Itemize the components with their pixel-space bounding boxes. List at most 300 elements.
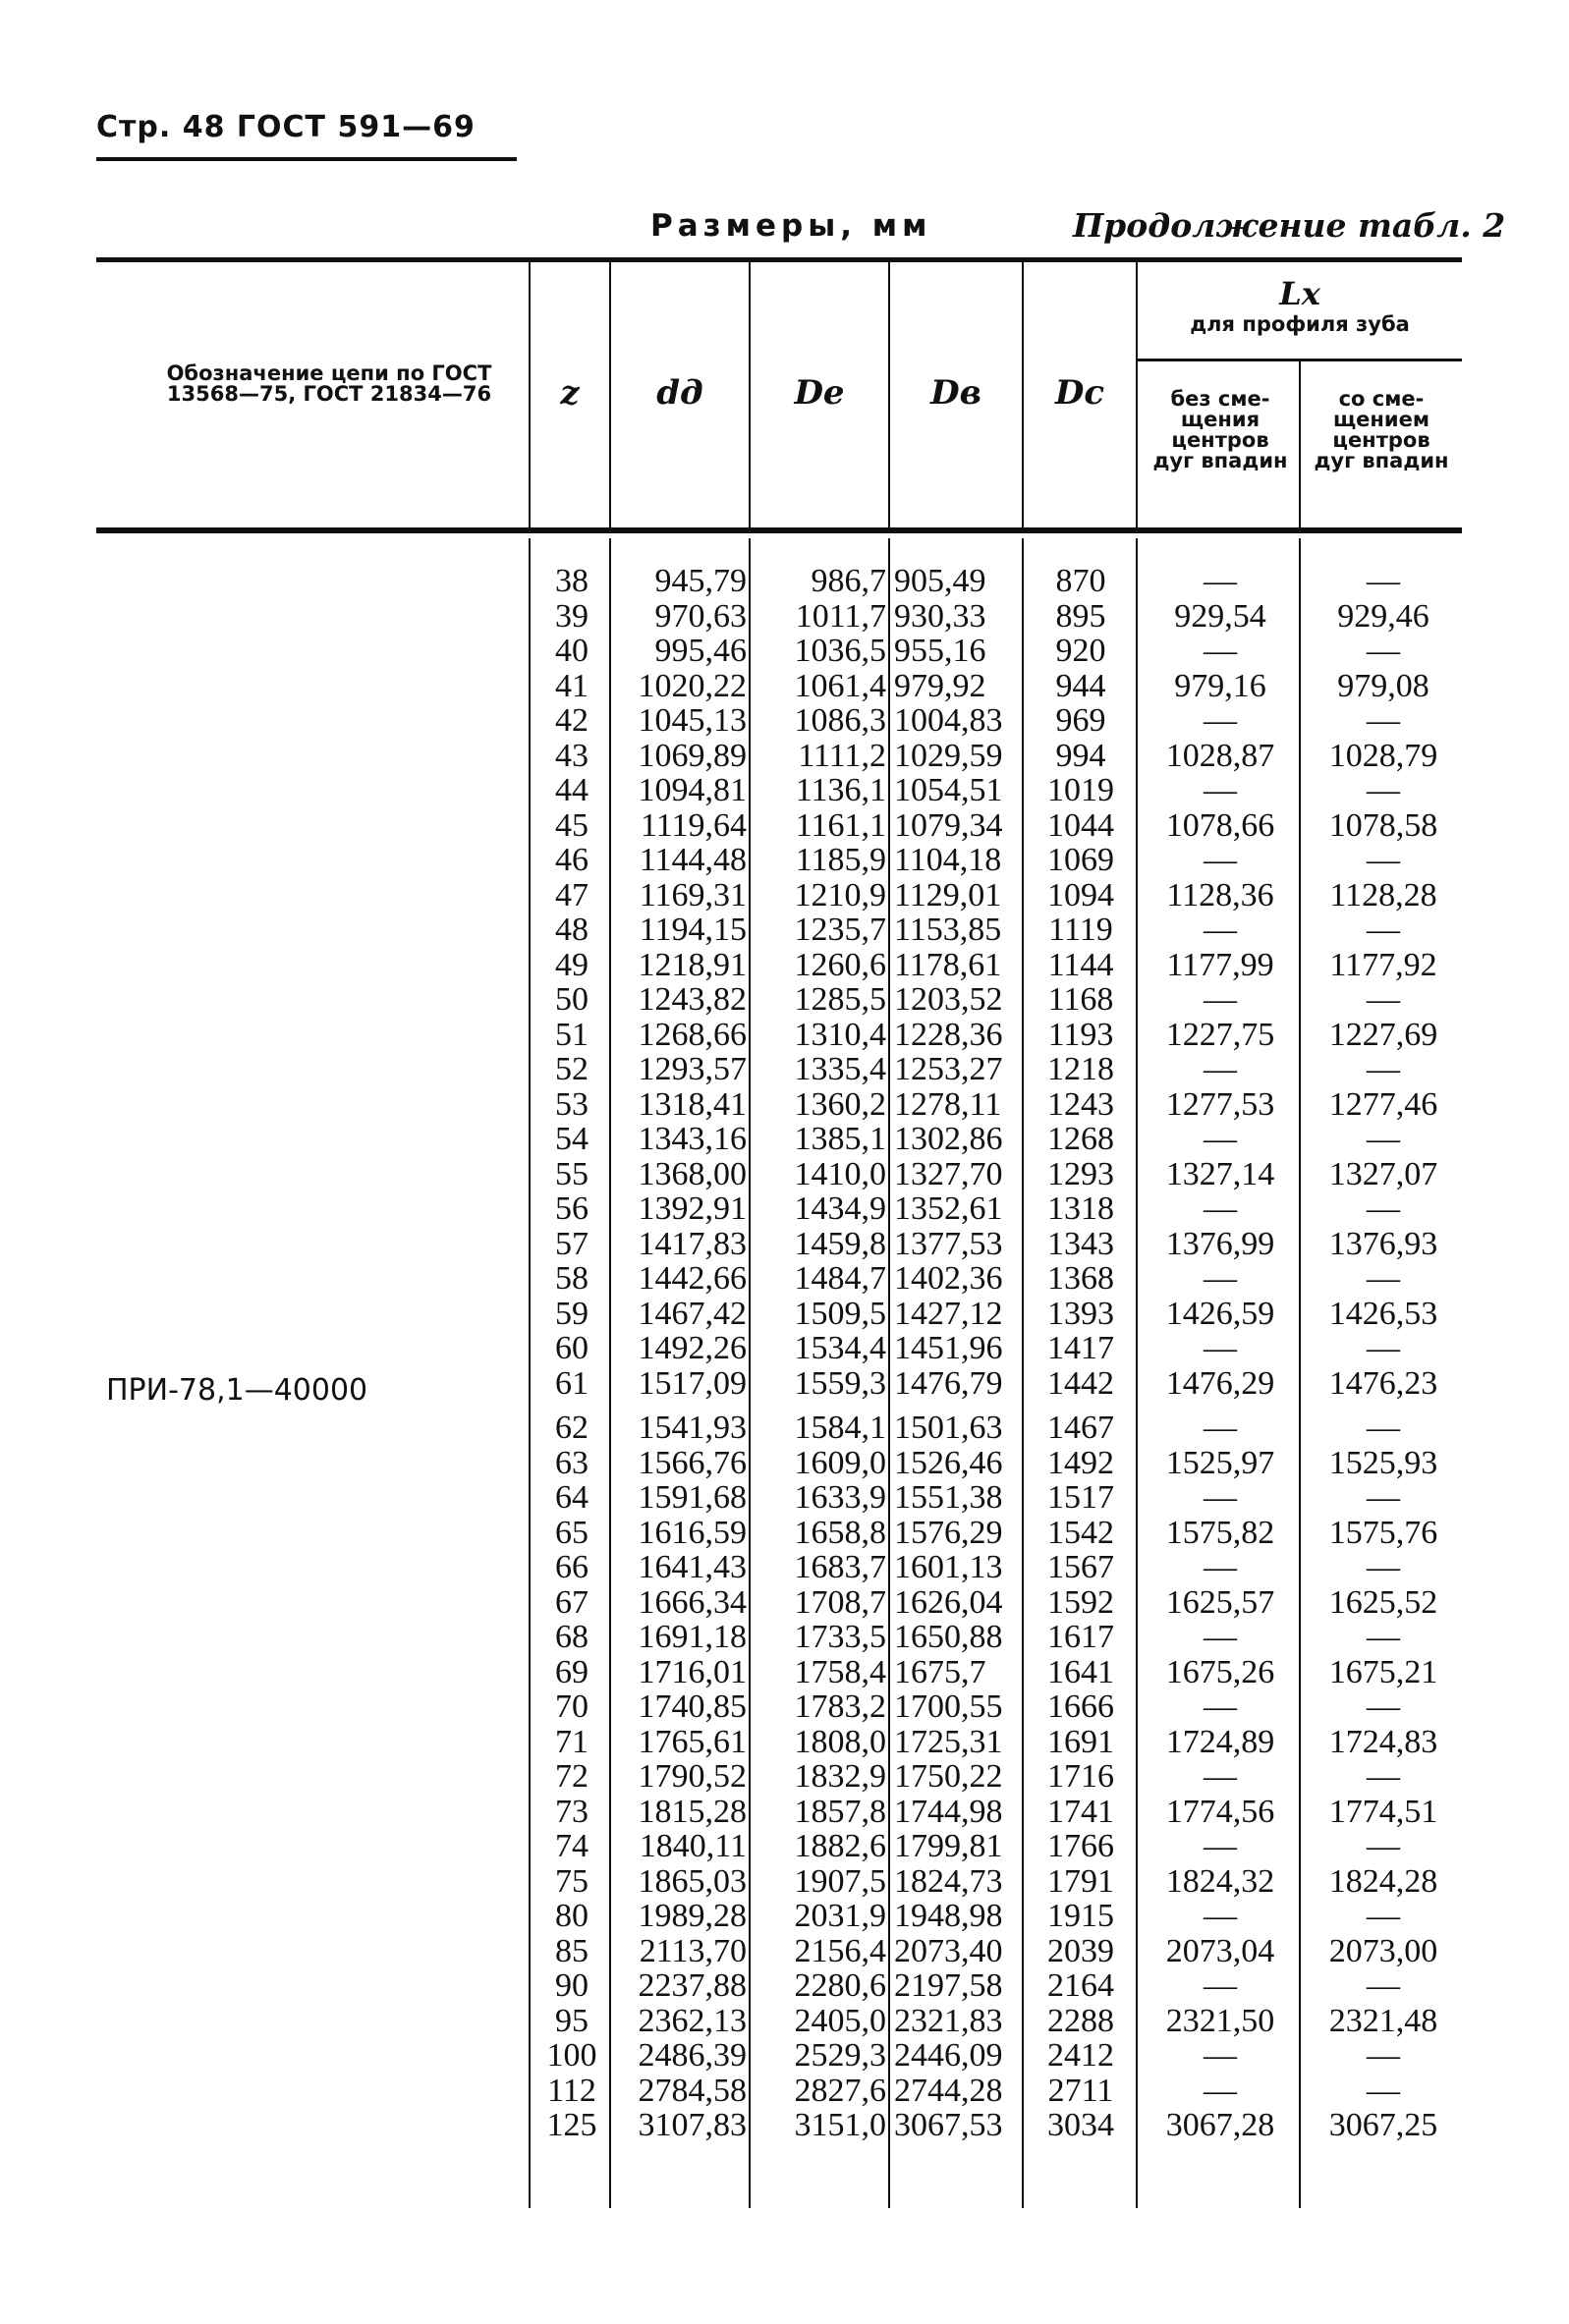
- cell-z: 52: [555, 1051, 588, 1087]
- cell-dc: 1766: [1047, 1828, 1114, 1864]
- cell-z: 100: [546, 2037, 597, 2074]
- cell-de: 1310,4: [794, 1016, 886, 1053]
- cell-dc: 1417: [1047, 1330, 1114, 1366]
- cell-dv: 1744,98: [894, 1793, 1003, 1830]
- cell-dd: 1691,18: [638, 1619, 747, 1655]
- cell-lx-without-offset: —: [1204, 633, 1237, 669]
- cell-dc: 1442: [1047, 1364, 1114, 1402]
- table-row: [0, 2074, 1569, 2109]
- cell-dd: 1045,13: [638, 702, 747, 739]
- cell-de: 1161,1: [795, 806, 886, 844]
- cell-lx-with-offset: 1078,58: [1328, 806, 1438, 844]
- cell-dv: 2073,40: [894, 1932, 1003, 1969]
- table-row: [0, 948, 1569, 983]
- header-lx: Lx: [1279, 275, 1320, 312]
- cell-dc: 1193: [1047, 1016, 1114, 1053]
- cell-dc: 1641: [1047, 1653, 1114, 1690]
- cell-de: 1136,1: [795, 772, 886, 808]
- cell-dv: 2197,58: [894, 1967, 1003, 2004]
- cell-dc: 1467: [1047, 1410, 1114, 1446]
- cell-de: 1484,7: [794, 1260, 886, 1297]
- cell-de: 1832,9: [794, 1758, 886, 1795]
- cell-dv: 1948,98: [894, 1898, 1003, 1934]
- cell-z: 72: [555, 1758, 588, 1795]
- cell-de: 1658,8: [794, 1514, 886, 1551]
- cell-de: 1235,7: [794, 912, 886, 948]
- chain-designation: ПРИ-78,1—40000: [106, 1373, 368, 1408]
- table-row: [0, 878, 1569, 913]
- cell-lx-without-offset: —: [1204, 1898, 1237, 1934]
- cell-de: 1907,5: [794, 1862, 886, 1900]
- cell-dc: 2412: [1047, 2037, 1114, 2074]
- table-row: [0, 1899, 1569, 1934]
- cell-lx-with-offset: —: [1367, 772, 1400, 808]
- cell-lx-without-offset: 1028,87: [1165, 737, 1275, 774]
- table-row: [0, 982, 1569, 1018]
- cell-dc: 1218: [1047, 1051, 1114, 1087]
- cell-lx-with-offset: 1227,69: [1328, 1016, 1438, 1053]
- cell-dd: 1765,61: [638, 1723, 747, 1760]
- cell-z: 68: [555, 1619, 588, 1655]
- cell-z: 63: [555, 1444, 588, 1481]
- cell-dd: 1094,81: [638, 772, 747, 808]
- cell-z: 69: [555, 1653, 588, 1690]
- cell-de: 1783,2: [794, 1688, 886, 1725]
- table-row: [0, 1261, 1569, 1297]
- cell-dv: 1278,11: [894, 1085, 1002, 1123]
- table-row: [0, 773, 1569, 808]
- cell-lx-with-offset: —: [1367, 1190, 1400, 1227]
- cell-dd: 1865,03: [638, 1862, 747, 1900]
- table-row: [0, 808, 1569, 844]
- cell-dv: 1004,83: [894, 702, 1003, 739]
- cell-dv: 1700,55: [894, 1688, 1003, 1725]
- cell-lx-without-offset: —: [1204, 1330, 1237, 1366]
- cell-dc: 1915: [1047, 1898, 1114, 1934]
- cell-dv: 1352,61: [894, 1190, 1003, 1227]
- table-row: [0, 1864, 1569, 1900]
- cell-dc: 2039: [1047, 1932, 1114, 1969]
- cell-de: 1410,0: [794, 1155, 886, 1192]
- cell-lx-without-offset: —: [1204, 1190, 1237, 1227]
- cell-dd: 1318,41: [638, 1085, 747, 1123]
- cell-lx-with-offset: 1476,23: [1328, 1364, 1438, 1402]
- cell-de: 1857,8: [794, 1793, 886, 1830]
- cell-dc: 1094: [1047, 876, 1114, 913]
- cell-dc: 2288: [1047, 2002, 1114, 2039]
- header-dd: dд: [656, 373, 703, 413]
- cell-dv: 1501,63: [894, 1410, 1003, 1446]
- cell-lx-without-offset: —: [1204, 2072, 1237, 2109]
- cell-dv: 1799,81: [894, 1828, 1003, 1864]
- cell-de: 1260,6: [794, 946, 886, 983]
- cell-z: 53: [555, 1085, 588, 1123]
- cell-dv: 1650,88: [894, 1619, 1003, 1655]
- cell-dv: 1601,13: [894, 1549, 1003, 1585]
- cell-z: 56: [555, 1190, 588, 1227]
- cell-de: 2280,6: [794, 1967, 886, 2004]
- cell-de: 1683,7: [794, 1549, 886, 1585]
- cell-lx-with-offset: —: [1367, 1330, 1400, 1366]
- cell-dc: 944: [1055, 667, 1106, 704]
- cell-de: 2405,0: [794, 2002, 886, 2039]
- cell-lx-with-offset: —: [1367, 1619, 1400, 1655]
- cell-dd: 1194,15: [639, 912, 747, 948]
- cell-dd: 1666,34: [638, 1583, 747, 1621]
- cell-z: 46: [555, 842, 588, 878]
- cell-de: 1111,2: [798, 737, 886, 774]
- table-row: [0, 1227, 1569, 1262]
- cell-de: 1509,5: [794, 1295, 886, 1332]
- cell-dv: 930,33: [894, 597, 986, 635]
- cell-dv: 2744,28: [894, 2072, 1003, 2109]
- cell-lx-with-offset: 929,46: [1337, 597, 1429, 635]
- cell-z: 54: [555, 1121, 588, 1157]
- cell-dd: 1268,66: [638, 1016, 747, 1053]
- cell-dc: 1069: [1047, 842, 1114, 878]
- cell-dd: 1492,26: [638, 1330, 747, 1366]
- cell-dv: 1451,96: [894, 1330, 1003, 1366]
- table-row: [0, 1795, 1569, 1830]
- header-z: z: [560, 373, 580, 413]
- cell-de: 2156,4: [794, 1932, 886, 1969]
- cell-lx-without-offset: 1675,26: [1165, 1653, 1275, 1690]
- cell-z: 45: [555, 806, 588, 844]
- cell-dc: 1741: [1047, 1793, 1114, 1830]
- cell-lx-with-offset: 2073,00: [1328, 1932, 1438, 1969]
- cell-lx-with-offset: 1675,21: [1328, 1653, 1438, 1690]
- cell-dd: 2237,88: [638, 1967, 747, 2004]
- cell-z: 58: [555, 1260, 588, 1297]
- cell-lx-without-offset: 2321,50: [1165, 2002, 1275, 2039]
- table-row: [0, 1829, 1569, 1864]
- cell-dd: 1989,28: [638, 1898, 747, 1934]
- cell-dd: 2784,58: [638, 2072, 747, 2109]
- cell-dd: 1566,76: [638, 1444, 747, 1481]
- cell-lx-with-offset: —: [1367, 1549, 1400, 1585]
- cell-dv: 2446,09: [894, 2037, 1003, 2074]
- cell-lx-without-offset: —: [1204, 563, 1237, 599]
- cell-dd: 3107,83: [638, 2107, 747, 2143]
- table-row: [0, 564, 1569, 599]
- cell-dv: 1129,01: [894, 876, 1002, 913]
- table-row: [0, 1087, 1569, 1123]
- cell-lx-without-offset: —: [1204, 1549, 1237, 1585]
- cell-dv: 955,16: [894, 633, 986, 669]
- cell-lx-without-offset: —: [1204, 981, 1237, 1018]
- cell-z: 65: [555, 1514, 588, 1551]
- cell-dd: 1517,09: [638, 1364, 747, 1402]
- table-row: [0, 1934, 1569, 1969]
- cell-dc: 1119: [1048, 912, 1113, 948]
- cell-z: 74: [555, 1828, 588, 1864]
- cell-dd: 1815,28: [638, 1793, 747, 1830]
- cell-z: 66: [555, 1549, 588, 1585]
- cell-z: 55: [555, 1155, 588, 1192]
- cell-lx-with-offset: 1376,93: [1328, 1225, 1438, 1262]
- cell-de: 1758,4: [794, 1653, 886, 1690]
- cell-dv: 1302,86: [894, 1121, 1003, 1157]
- table-row: [0, 1052, 1569, 1087]
- cell-lx-without-offset: —: [1204, 1619, 1237, 1655]
- cell-lx-with-offset: 1525,93: [1328, 1444, 1438, 1481]
- cell-dv: 1203,52: [894, 981, 1003, 1018]
- cell-de: 1559,3: [794, 1364, 886, 1402]
- cell-dc: 1019: [1047, 772, 1114, 808]
- cell-lx-without-offset: 1476,29: [1165, 1364, 1275, 1402]
- cell-lx-with-offset: —: [1367, 702, 1400, 739]
- cell-lx-with-offset: —: [1367, 1260, 1400, 1297]
- cell-de: 1011,7: [795, 597, 886, 635]
- cell-dd: 1442,66: [638, 1260, 747, 1297]
- cell-lx-without-offset: —: [1204, 1121, 1237, 1157]
- cell-dv: 1750,22: [894, 1758, 1003, 1795]
- cell-dd: 1343,16: [638, 1121, 747, 1157]
- table-row: [0, 1689, 1569, 1725]
- cell-lx-with-offset: 1277,46: [1328, 1085, 1438, 1123]
- table-row: [0, 1585, 1569, 1621]
- cell-dd: 1293,57: [638, 1051, 747, 1087]
- table-row: [0, 1655, 1569, 1690]
- cell-dc: 1168: [1047, 981, 1114, 1018]
- cell-dc: 1368: [1047, 1260, 1114, 1297]
- table-row: [0, 739, 1569, 774]
- cell-lx-without-offset: —: [1204, 842, 1237, 878]
- cell-z: 41: [555, 667, 588, 704]
- cell-z: 125: [546, 2107, 597, 2143]
- cell-de: 1086,3: [794, 702, 886, 739]
- cell-lx-with-offset: 1426,53: [1328, 1295, 1438, 1332]
- cell-dv: 1551,38: [894, 1479, 1003, 1516]
- cell-lx-with-offset: —: [1367, 633, 1400, 669]
- table-row: [0, 1516, 1569, 1551]
- cell-de: 1733,5: [794, 1619, 886, 1655]
- cell-dc: 1393: [1047, 1295, 1114, 1332]
- cell-dd: 1616,59: [638, 1514, 747, 1551]
- cell-lx-with-offset: 1774,51: [1328, 1793, 1438, 1830]
- cell-dd: 1392,91: [638, 1190, 747, 1227]
- cell-lx-without-offset: 1525,97: [1165, 1444, 1275, 1481]
- cell-z: 80: [555, 1898, 588, 1934]
- cell-dc: 1517: [1047, 1479, 1114, 1516]
- cell-de: 1609,0: [794, 1444, 886, 1481]
- cell-de: 1808,0: [794, 1723, 886, 1760]
- cell-dd: 1417,83: [638, 1225, 747, 1262]
- cell-lx-with-offset: —: [1367, 1479, 1400, 1516]
- cell-de: 1459,8: [794, 1225, 886, 1262]
- cell-z: 90: [555, 1967, 588, 2004]
- cell-dc: 1293: [1047, 1155, 1114, 1192]
- table-row: [0, 1759, 1569, 1795]
- cell-dd: 1144,48: [639, 842, 747, 878]
- cell-dv: 905,49: [894, 563, 986, 599]
- cell-lx-without-offset: 1078,66: [1165, 806, 1275, 844]
- table-row: [0, 2004, 1569, 2039]
- table-row: [0, 634, 1569, 669]
- cell-z: 42: [555, 702, 588, 739]
- cell-lx-without-offset: 929,54: [1174, 597, 1266, 635]
- table-continuation-caption: Продолжение табл. 2: [1073, 206, 1506, 245]
- cell-z: 73: [555, 1793, 588, 1830]
- table-row: [0, 1366, 1569, 1402]
- cell-lx-without-offset: 1277,53: [1165, 1085, 1275, 1123]
- cell-lx-without-offset: —: [1204, 1967, 1237, 2004]
- cell-dv: 1228,36: [894, 1016, 1003, 1053]
- table-units-caption: Размеры, мм: [650, 208, 932, 244]
- cell-dd: 1541,93: [638, 1410, 747, 1446]
- cell-lx-without-offset: 1227,75: [1165, 1016, 1275, 1053]
- cell-z: 43: [555, 737, 588, 774]
- cell-de: 1360,2: [794, 1085, 886, 1123]
- cell-dd: 1716,01: [638, 1653, 747, 1690]
- table-row: [0, 1725, 1569, 1760]
- cell-de: 1434,9: [794, 1190, 886, 1227]
- cell-lx-with-offset: 1327,07: [1328, 1155, 1438, 1192]
- cell-dd: 1840,11: [639, 1828, 747, 1864]
- cell-de: 2827,6: [794, 2072, 886, 2109]
- cell-lx-without-offset: 1774,56: [1165, 1793, 1275, 1830]
- cell-de: 2529,3: [794, 2037, 886, 2074]
- cell-lx-without-offset: 1426,59: [1165, 1295, 1275, 1332]
- cell-z: 62: [555, 1410, 588, 1446]
- cell-lx-without-offset: —: [1204, 702, 1237, 739]
- cell-lx-with-offset: —: [1367, 2072, 1400, 2109]
- cell-dc: 1691: [1047, 1723, 1114, 1760]
- cell-lx-with-offset: —: [1367, 1051, 1400, 1087]
- cell-lx-without-offset: —: [1204, 1828, 1237, 1864]
- table-row: [0, 1550, 1569, 1585]
- cell-dc: 1343: [1047, 1225, 1114, 1262]
- cell-de: 3151,0: [794, 2107, 886, 2143]
- cell-lx-without-offset: 1177,99: [1166, 946, 1274, 983]
- cell-dc: 1567: [1047, 1549, 1114, 1585]
- cell-lx-with-offset: 1625,52: [1328, 1583, 1438, 1621]
- cell-dc: 1592: [1047, 1583, 1114, 1621]
- cell-de: 1584,1: [794, 1410, 886, 1446]
- cell-lx-with-offset: 1028,79: [1328, 737, 1438, 774]
- cell-lx-without-offset: 1327,14: [1165, 1155, 1275, 1192]
- cell-lx-without-offset: 1128,36: [1166, 876, 1274, 913]
- cell-de: 1036,5: [794, 633, 886, 669]
- cell-z: 75: [555, 1862, 588, 1900]
- cell-dd: 1020,22: [638, 667, 747, 704]
- cell-lx-without-offset: 1376,99: [1165, 1225, 1275, 1262]
- table-row: [0, 843, 1569, 878]
- cell-dc: 1542: [1047, 1514, 1114, 1551]
- cell-dc: 1268: [1047, 1121, 1114, 1157]
- cell-dv: 1427,12: [894, 1295, 1003, 1332]
- cell-dv: 1054,51: [894, 772, 1003, 808]
- table-row: [0, 1122, 1569, 1157]
- cell-de: 1285,5: [794, 981, 886, 1018]
- cell-lx-with-offset: —: [1367, 1898, 1400, 1934]
- cell-de: 986,7: [811, 563, 886, 599]
- table-row: [0, 1968, 1569, 2004]
- cell-lx-without-offset: —: [1204, 772, 1237, 808]
- cell-lx-with-offset: —: [1367, 563, 1400, 599]
- cell-dv: 1327,70: [894, 1155, 1003, 1192]
- cell-lx-without-offset: —: [1204, 1688, 1237, 1725]
- cell-dd: 1591,68: [638, 1479, 747, 1516]
- cell-dv: 1576,29: [894, 1514, 1003, 1551]
- cell-dc: 1318: [1047, 1190, 1114, 1227]
- cell-dc: 1716: [1047, 1758, 1114, 1795]
- cell-z: 40: [555, 633, 588, 669]
- cell-z: 47: [555, 876, 588, 913]
- cell-de: 1385,1: [794, 1121, 886, 1157]
- cell-dd: 1243,82: [638, 981, 747, 1018]
- table-row: [0, 599, 1569, 635]
- cell-dd: 1069,89: [638, 737, 747, 774]
- cell-dd: 1740,85: [638, 1688, 747, 1725]
- header-dc: Dс: [1054, 373, 1105, 413]
- cell-dv: 1253,27: [894, 1051, 1003, 1087]
- cell-dd: 1119,64: [641, 806, 747, 844]
- cell-lx-without-offset: 3067,28: [1165, 2107, 1275, 2143]
- cell-lx-with-offset: 1177,92: [1329, 946, 1437, 983]
- cell-dd: 1467,42: [638, 1295, 747, 1332]
- cell-lx-with-offset: —: [1367, 1410, 1400, 1446]
- cell-lx-without-offset: 1824,32: [1165, 1862, 1275, 1900]
- cell-dc: 1044: [1047, 806, 1114, 844]
- cell-dd: 1368,00: [638, 1155, 747, 1192]
- cell-lx-with-offset: 1128,28: [1329, 876, 1437, 913]
- table-row: [0, 669, 1569, 704]
- cell-dv: 1675,7: [894, 1653, 986, 1690]
- cell-dc: 920: [1055, 633, 1106, 669]
- cell-dc: 3034: [1047, 2107, 1114, 2143]
- cell-dv: 1626,04: [894, 1583, 1003, 1621]
- cell-dd: 1790,52: [638, 1758, 747, 1795]
- cell-z: 64: [555, 1479, 588, 1516]
- cell-dv: 1402,36: [894, 1260, 1003, 1297]
- cell-dc: 969: [1055, 702, 1106, 739]
- cell-dd: 1218,91: [638, 946, 747, 983]
- cell-z: 57: [555, 1225, 588, 1262]
- table-row: [0, 1480, 1569, 1516]
- table-row: [0, 703, 1569, 739]
- cell-z: 51: [555, 1016, 588, 1053]
- cell-z: 95: [555, 2002, 588, 2039]
- table-row: [0, 1411, 1569, 1446]
- cell-de: 1335,4: [794, 1051, 886, 1087]
- cell-lx-without-offset: 2073,04: [1165, 1932, 1275, 1969]
- cell-z: 60: [555, 1330, 588, 1366]
- cell-dv: 979,92: [894, 667, 986, 704]
- cell-z: 85: [555, 1932, 588, 1969]
- cell-dc: 994: [1055, 737, 1106, 774]
- table-row: [0, 1191, 1569, 1227]
- cell-lx-with-offset: 979,08: [1337, 667, 1429, 704]
- cell-z: 38: [555, 563, 588, 599]
- table-row: [0, 2108, 1569, 2143]
- cell-de: 1708,7: [794, 1583, 886, 1621]
- cell-z: 59: [555, 1295, 588, 1332]
- cell-dd: 2486,39: [638, 2037, 747, 2074]
- cell-dv: 1476,79: [894, 1364, 1003, 1402]
- cell-lx-with-offset: —: [1367, 1121, 1400, 1157]
- table-row: [0, 913, 1569, 948]
- cell-z: 50: [555, 981, 588, 1018]
- table-row: [0, 1331, 1569, 1366]
- table-row: [0, 1620, 1569, 1655]
- cell-dc: 1666: [1047, 1688, 1114, 1725]
- cell-z: 48: [555, 912, 588, 948]
- cell-z: 61: [555, 1364, 588, 1402]
- cell-lx-with-offset: —: [1367, 981, 1400, 1018]
- cell-dd: 1641,43: [638, 1549, 747, 1585]
- cell-dc: 870: [1055, 563, 1106, 599]
